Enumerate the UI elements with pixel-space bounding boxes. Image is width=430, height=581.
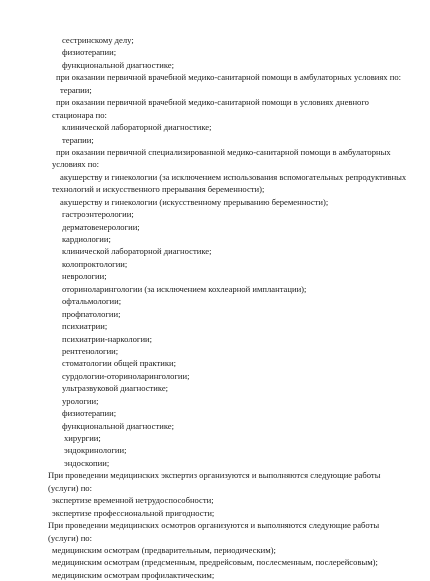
document-line: (услуги) по:: [48, 482, 92, 493]
document-line: дерматовенерологии;: [62, 221, 140, 232]
document-line: неврологии;: [62, 271, 107, 282]
document-line: психиатрии;: [62, 321, 108, 332]
document-line: при оказании первичной врачебной медико-санитарной помощи в амбулаторных условиях по:: [56, 72, 402, 83]
document-line: медицинским осмотрам профилактическим;: [52, 569, 215, 580]
document-line: офтальмологии;: [62, 296, 122, 307]
document-line: стационара по:: [52, 109, 107, 120]
document-line: (услуги) по:: [48, 532, 92, 543]
document-line: терапии;: [62, 134, 94, 145]
document-line: экспертизе временной нетрудоспособности;: [52, 495, 214, 506]
document-line: медицинским осмотрам (предварительным, периодическим);: [52, 544, 276, 555]
document-line: клинической лабораторной диагностике;: [62, 122, 212, 133]
document-line: клинической лабораторной диагностике;: [62, 246, 212, 257]
document-text-body: [0, 34, 430, 581]
document-line: функциональной диагностике;: [62, 420, 175, 431]
document-line: сестринскому делу;: [62, 35, 134, 45]
document-line: хирургии;: [64, 433, 101, 443]
document-line: эндоскопии;: [64, 457, 110, 468]
document-line: кардиологии;: [62, 234, 111, 244]
document-line: стоматологии общей практики;: [62, 358, 176, 369]
document-line: ультразвуковой диагностике;: [62, 383, 169, 394]
document-line: колопроктологии;: [62, 258, 128, 269]
document-line: сурдологии-оториноларингологии;: [62, 370, 190, 381]
document-line: экспертизе профессиональной пригодности;: [52, 507, 215, 518]
document-line: гастроэнтерологии;: [62, 209, 134, 220]
document-line: психиатрии-наркологии;: [62, 333, 153, 344]
document-line: терапии;: [60, 84, 92, 95]
document-line: при оказании первичной специализированной медико-санитарной помощи в амбулаторных: [56, 146, 391, 157]
document-line: акушерству и гинекологии (за исключением использования вспомогательных репродуктивных: [60, 171, 407, 182]
document-line: При проведении медицинских экспертиз организуются и выполняются следующие работы: [48, 470, 381, 481]
document-line: условиях по:: [52, 159, 100, 170]
document-line: медицинским осмотрам (предсменным, предрейсовым, послесменным, послерейсовым);: [52, 557, 378, 568]
document-line: оториноларингологии (за исключением кохлеарной имплантации);: [62, 283, 307, 294]
document-line: технологий и искусственного прерывания беременности);: [52, 184, 265, 195]
document-line: акушерству и гинекологии (искусственному прерыванию беременности);: [60, 196, 329, 207]
document-line: рентгенологии;: [62, 345, 119, 356]
document-line: физиотерапии;: [62, 47, 117, 58]
document-line: при оказании первичной врачебной медико-санитарной помощи в условиях дневного: [56, 97, 369, 108]
document-line: При проведении медицинских осмотров организуются и выполняются следующие работы: [48, 520, 380, 531]
document-line: урологии;: [62, 395, 99, 406]
document-line: функциональной диагностике;: [62, 59, 175, 70]
document-line: профпатологии;: [62, 308, 121, 319]
document-line: эндокринологии;: [64, 445, 127, 456]
document-page: [0, 34, 430, 581]
document-line: физиотерапии;: [62, 408, 117, 419]
